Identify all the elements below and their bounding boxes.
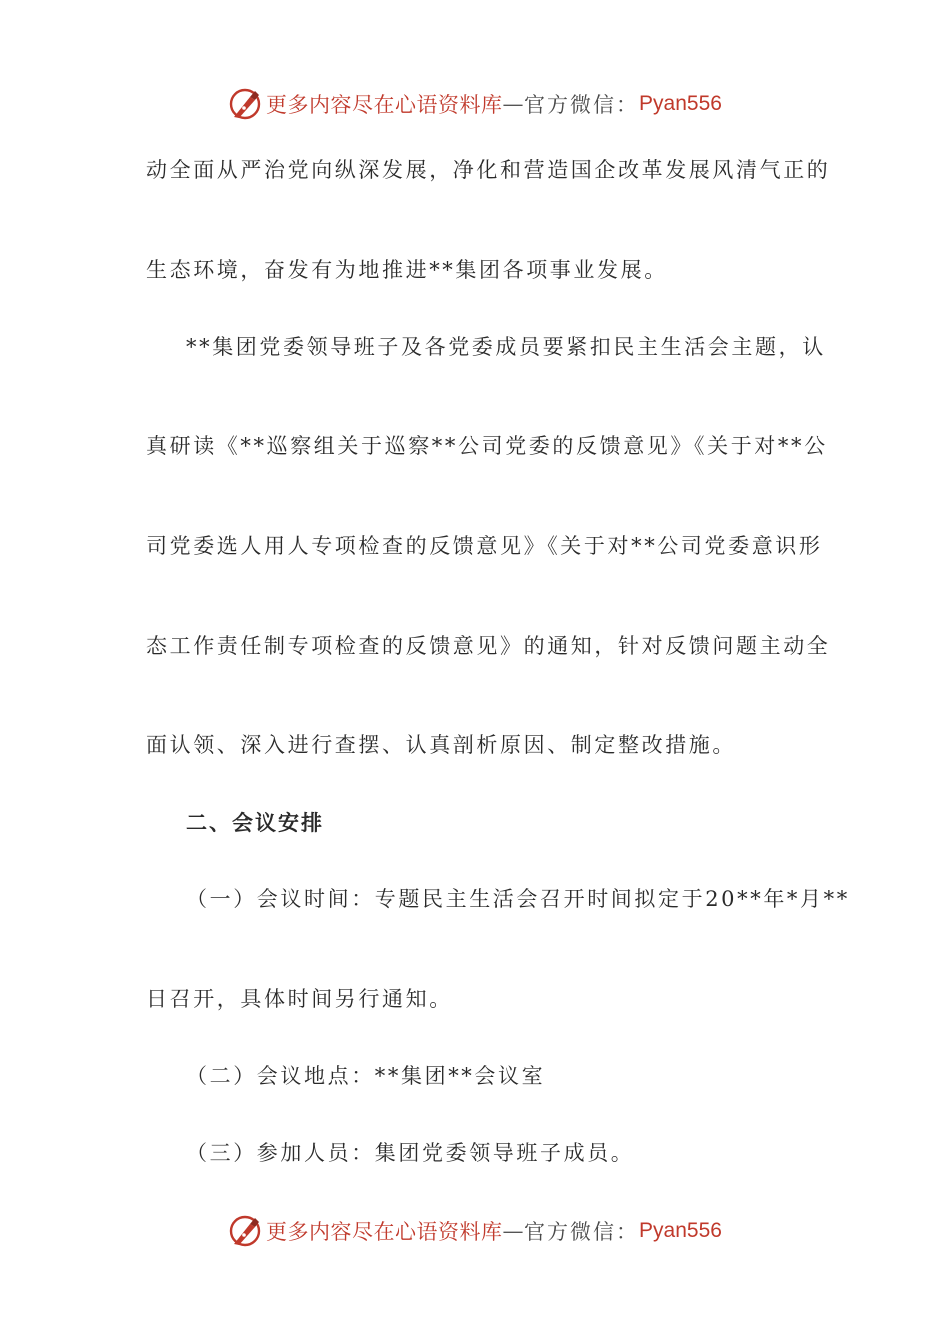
paragraph-line: 生态环境，奋发有为地推进**集团各项事业发展。	[146, 258, 668, 282]
watermark-dash: —	[502, 92, 525, 116]
paragraph-line: （一）会议时间：专题民主生活会召开时间拟定于20**年*月**	[186, 887, 850, 911]
pen-nib-logo-icon	[228, 1214, 262, 1248]
pen-nib-logo-icon	[228, 87, 262, 121]
paragraph-line: 态工作责任制专项检查的反馈意见》的通知，针对反馈问题主动全	[146, 634, 831, 658]
paragraph-line: 动全面从严治党向纵深发展，净化和营造国企改革发展风清气正的	[146, 158, 831, 182]
paragraph-line: 日召开，具体时间另行通知。	[146, 987, 453, 1011]
paragraph-line: **集团党委领导班子及各党委成员要紧扣民主生活会主题，认	[186, 335, 826, 359]
paragraph-line: （三）参加人员：集团党委领导班子成员。	[186, 1141, 635, 1165]
paragraph-line: 真研读《**巡察组关于巡察**公司党委的反馈意见》《关于对**公	[146, 434, 828, 458]
header-watermark	[0, 84, 950, 124]
watermark-wechat-id: Pyan556	[639, 92, 722, 115]
paragraph-line: （二）会议地点：**集团**会议室	[186, 1064, 546, 1088]
paragraph-line: 司党委选人用人专项检查的反馈意见》《关于对**公司党委意识形	[146, 534, 823, 558]
watermark-brand: 更多内容尽在心语资料库	[266, 1220, 503, 1244]
watermark-dash: —	[502, 1219, 525, 1243]
paragraph-line: 面认领、深入进行查摆、认真剖析原因、制定整改措施。	[146, 733, 736, 757]
watermark-brand: 更多内容尽在心语资料库	[266, 93, 503, 117]
watermark-wechat-id: Pyan556	[639, 1219, 722, 1242]
watermark-label: 官方微信：	[524, 93, 640, 117]
watermark-label: 官方微信：	[524, 1220, 640, 1244]
footer-watermark	[0, 1211, 950, 1251]
section-heading: 二、会议安排	[186, 811, 324, 835]
